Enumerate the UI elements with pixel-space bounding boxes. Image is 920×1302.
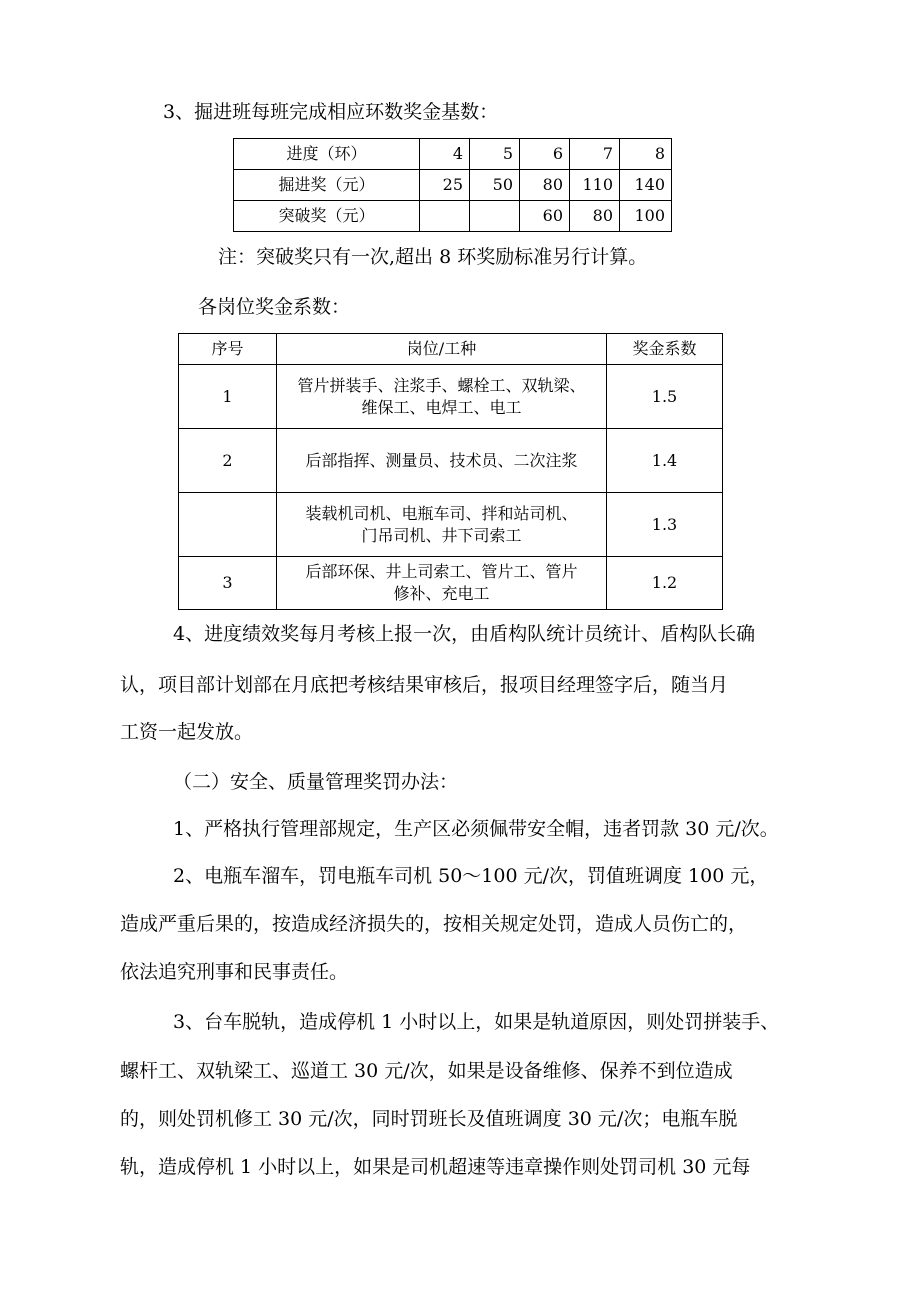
- table-row: [179, 493, 723, 557]
- row-position: [277, 429, 607, 493]
- position-line: 维保工、电焊工、电工: [361, 397, 522, 417]
- section-2-heading: （二）安全、质量管理奖罚办法：: [173, 771, 459, 793]
- row-label: 进度（环）: [234, 139, 420, 170]
- table-row: [179, 365, 723, 429]
- table-cell: 8: [620, 139, 672, 170]
- rule-3-line-3: 的，则处罚机修工 30 元/次，同时罚班长及值班调度 30 元/次；电瓶车脱: [120, 1108, 738, 1130]
- table-cell: 100: [620, 201, 672, 232]
- table-cell: 80: [520, 170, 570, 201]
- table-cell: 7: [570, 139, 620, 170]
- row-no: 2: [179, 429, 277, 493]
- table-row: [234, 139, 672, 170]
- item-4-line-2: 认，项目部计划部在月底把考核结果审核后，报项目经理签字后，随当月: [120, 674, 729, 696]
- table-row: [179, 557, 723, 610]
- table-row: [234, 201, 672, 232]
- row-position: [277, 493, 607, 557]
- row-position: [277, 365, 607, 429]
- table-row: [179, 429, 723, 493]
- table-cell: [420, 201, 470, 232]
- rule-1: 1、严格执行管理部规定，生产区必须佩带安全帽，违者罚款 30 元/次。: [173, 818, 779, 840]
- table-cell: 50: [470, 170, 520, 201]
- position-line: 修补、充电工: [393, 584, 490, 603]
- row-no: 1: [179, 365, 277, 429]
- row-coefficient: 1.3: [607, 493, 723, 557]
- table-cell: 140: [620, 170, 672, 201]
- item-4-line-1: 4、进度绩效奖每月考核上报一次，由盾构队统计员统计、盾构队长确: [173, 623, 756, 645]
- row-coefficient: 1.5: [607, 365, 723, 429]
- breakthrough-note: 注：突破奖只有一次,超出 8 环奖励标准另行计算。: [218, 246, 648, 268]
- row-coefficient: 1.4: [607, 429, 723, 493]
- position-coefficient-table: [178, 333, 723, 610]
- table-cell: [470, 201, 520, 232]
- row-label: 掘进奖（元）: [234, 170, 420, 201]
- table-cell: 60: [520, 201, 570, 232]
- position-line: 管片拼装手、注浆手、螺栓工、双轨梁、: [297, 375, 586, 395]
- rule-3-line-2: 螺杆工、双轨梁工、巡道工 30 元/次，如果是设备维修、保养不到位造成: [120, 1060, 733, 1082]
- row-no: [179, 493, 277, 557]
- rule-2-line-2: 造成严重后果的，按造成经济损失的，按相关规定处罚，造成人员伤亡的，: [120, 913, 748, 935]
- table-cell: 4: [420, 139, 470, 170]
- table-row: [234, 170, 672, 201]
- item-4-line-3: 工资一起发放。: [120, 721, 254, 743]
- table-header-row: [179, 334, 723, 365]
- rule-2-line-3: 依法追究刑事和民事责任。: [120, 961, 349, 983]
- table-cell: 80: [570, 201, 620, 232]
- position-line: 装载机司机、电瓶车司、拌和站司机、: [305, 503, 578, 523]
- table-cell: 110: [570, 170, 620, 201]
- item-3-heading: 3、掘进班每班完成相应环数奖金基数：: [163, 101, 499, 123]
- table-cell: 25: [420, 170, 470, 201]
- rule-2-line-1: 2、电瓶车溜车，罚电瓶车司机 50～100 元/次，罚值班调度 100 元，: [173, 865, 769, 887]
- header-coefficient: 奖金系数: [607, 334, 723, 365]
- header-position: 岗位/工种: [277, 334, 607, 365]
- row-no: 3: [179, 557, 277, 610]
- rule-3-line-1: 3、台车脱轨，造成停机 1 小时以上，如果是轨道原因，则处罚拼装手、: [173, 1011, 780, 1033]
- position-line: 门吊司机、井下司索工: [361, 525, 522, 545]
- rule-3-line-4: 轨，造成停机 1 小时以上，如果是司机超速等违章操作则处罚司机 30 元每: [120, 1156, 751, 1178]
- row-position: [277, 557, 607, 610]
- row-coefficient: 1.2: [607, 557, 723, 610]
- table-cell: 5: [470, 139, 520, 170]
- ring-bonus-table: [233, 138, 672, 232]
- position-line: 后部环保、井上司索工、管片工、管片: [305, 562, 578, 581]
- header-no: 序号: [179, 334, 277, 365]
- coefficient-heading: 各岗位奖金系数：: [198, 296, 351, 318]
- row-label: 突破奖（元）: [234, 201, 420, 232]
- table-cell: 6: [520, 139, 570, 170]
- position-line: 后部指挥、测量员、技术员、二次注浆: [305, 450, 578, 470]
